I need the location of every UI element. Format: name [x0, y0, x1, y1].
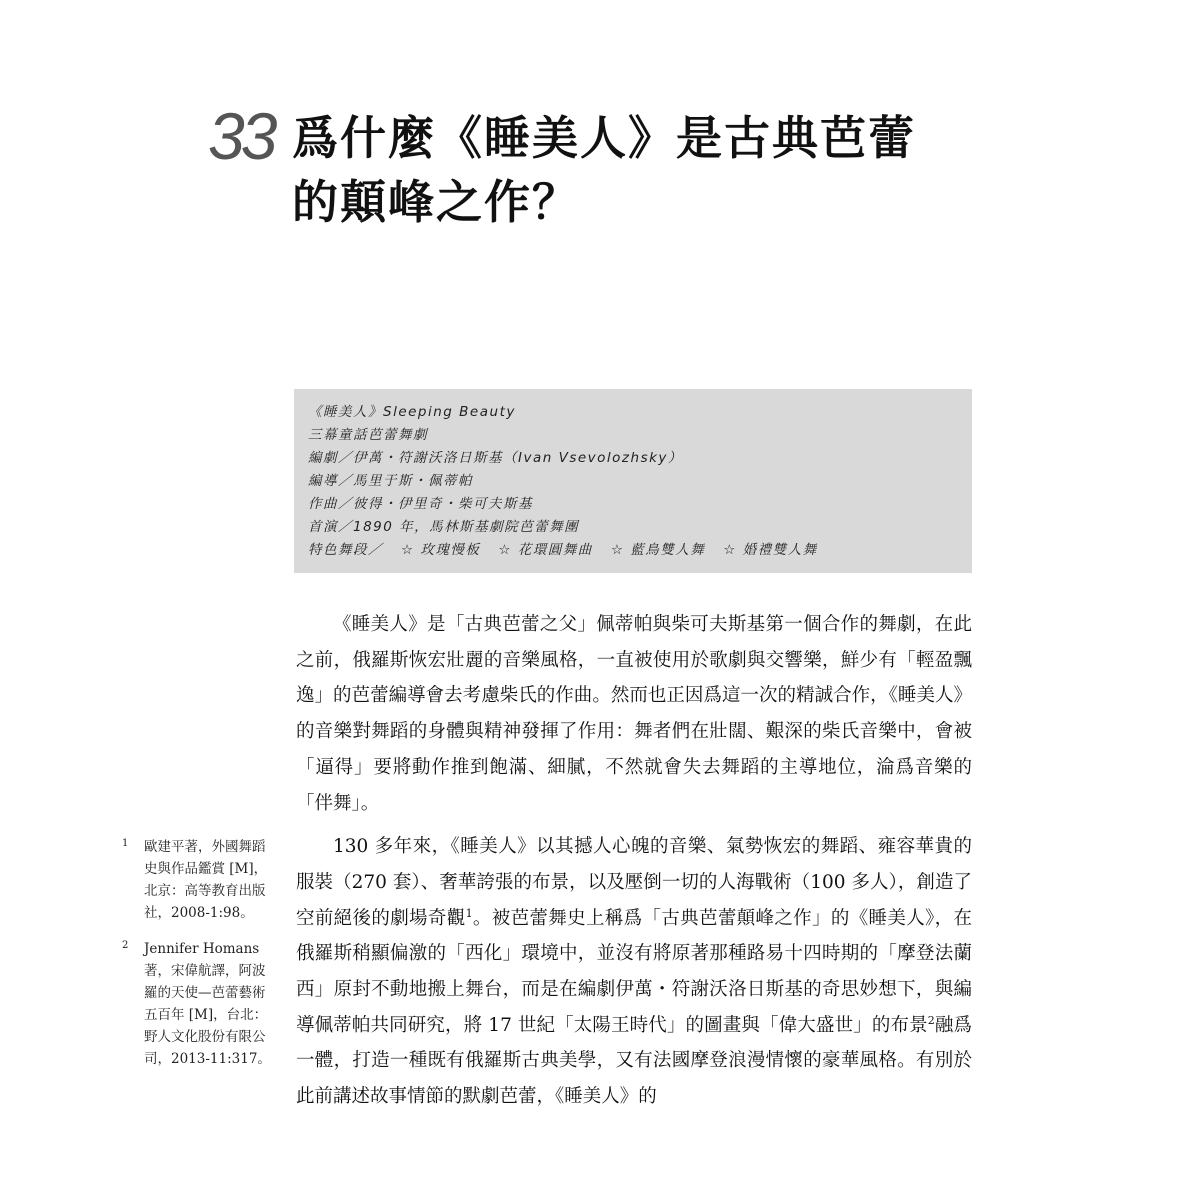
footnote-1	[122, 836, 272, 924]
info-librettist: 編劇／伊萬・符謝沃洛日斯基（Ivan Vsevolozhsky）	[308, 450, 683, 466]
info-composer: 作曲／彼得・伊里奇・柴可夫斯基	[308, 496, 533, 512]
footnote-mark: 2	[122, 940, 129, 951]
paragraph-2-part-1: 130 多年來，《睡美人》以其撼人心魄的音樂、氣勢恢宏的舞蹈、雍容華貴的服裝（270 套）、奢華誇張的布景，以及壓倒一切的人海戰術（100 多人），創造了空前絕後的劇場奇觀	[296, 836, 972, 929]
highlight-item: ☆ 花環圓舞曲	[498, 542, 593, 558]
footnote-mark: 1	[122, 838, 129, 849]
info-genre: 三幕童話芭蕾舞劇	[308, 427, 428, 443]
highlights-label: 特色舞段／	[308, 542, 383, 558]
paragraph-2-part-2: 。被芭蕾舞史上稱爲「古典芭蕾顛峰之作」的《睡美人》，在俄羅斯稍顯偏激的「西化」環境中，並沒有將原著那種路易十四時期的「摩登法蘭西」原封不動地搬上舞台，而是在編劇伊萬・符謝沃洛日斯基的奇思妙想下，與編導佩蒂帕共同研究，將 17 世紀「太陽王時代」的圖畫與「偉大盛世」的布景	[296, 907, 972, 1036]
chapter-title-line-2: 的顛峰之作？	[292, 175, 580, 229]
footnote-text: 歐建平著，外國舞蹈史與作品鑑賞 [M]，北京：高等教育出版社，2008-1:98。	[144, 839, 268, 921]
chapter-title	[292, 106, 992, 234]
paragraph-2-part-3: 融爲一體，打造一種既有俄羅斯古典美學，又有法國摩登浪漫情懷的豪華風格。有別於此前講述故事情節的默劇芭蕾，《睡美人》的	[296, 1014, 972, 1108]
work-info-box	[294, 389, 972, 573]
chapter-number: 33	[208, 99, 274, 173]
footnote-2	[122, 938, 272, 1070]
footnotes	[122, 836, 272, 1084]
body-text	[296, 607, 972, 1123]
info-highlights	[308, 539, 958, 562]
paragraph-2	[296, 829, 972, 1115]
highlight-item: ☆ 婚禮雙人舞	[723, 542, 818, 558]
info-choreographer: 編導／馬里于斯・佩蒂帕	[308, 473, 473, 489]
highlight-item: ☆ 玫瑰慢板	[401, 542, 481, 558]
paragraph-1: 《睡美人》是「古典芭蕾之父」佩蒂帕與柴可夫斯基第一個合作的舞劇，在此之前，俄羅斯恢宏壯麗的音樂風格，一直被使用於歌劇與交響樂，鮮少有「輕盈飄逸」的芭蕾編導會去考慮柴氏的作曲。然而也正因爲這一次的精誠合作，《睡美人》的音樂對舞蹈的身體與精神發揮了作用：舞者們在壯闊、艱深的柴氏音樂中，會被「逼得」要將動作推到飽滿、細膩，不然就會失去舞蹈的主導地位，淪爲音樂的「伴舞」。	[296, 614, 972, 814]
highlight-item: ☆ 藍鳥雙人舞	[610, 542, 706, 558]
chapter-title-line-1: 爲什麼《睡美人》是古典芭蕾	[292, 111, 916, 165]
footnote-text: Jennifer Homans 著，宋偉航譯，阿波羅的天使—芭蕾藝術五百年 [M]，台北：野人文化股份有限公司，2013-11:317。	[144, 941, 271, 1067]
footnote-ref-1[interactable]: 1	[465, 906, 473, 920]
info-title: 《睡美人》Sleeping Beauty	[308, 404, 516, 420]
footnote-ref-2[interactable]: 2	[927, 1013, 935, 1027]
info-premiere: 首演／1890 年，馬林斯基劇院芭蕾舞團	[308, 519, 580, 535]
